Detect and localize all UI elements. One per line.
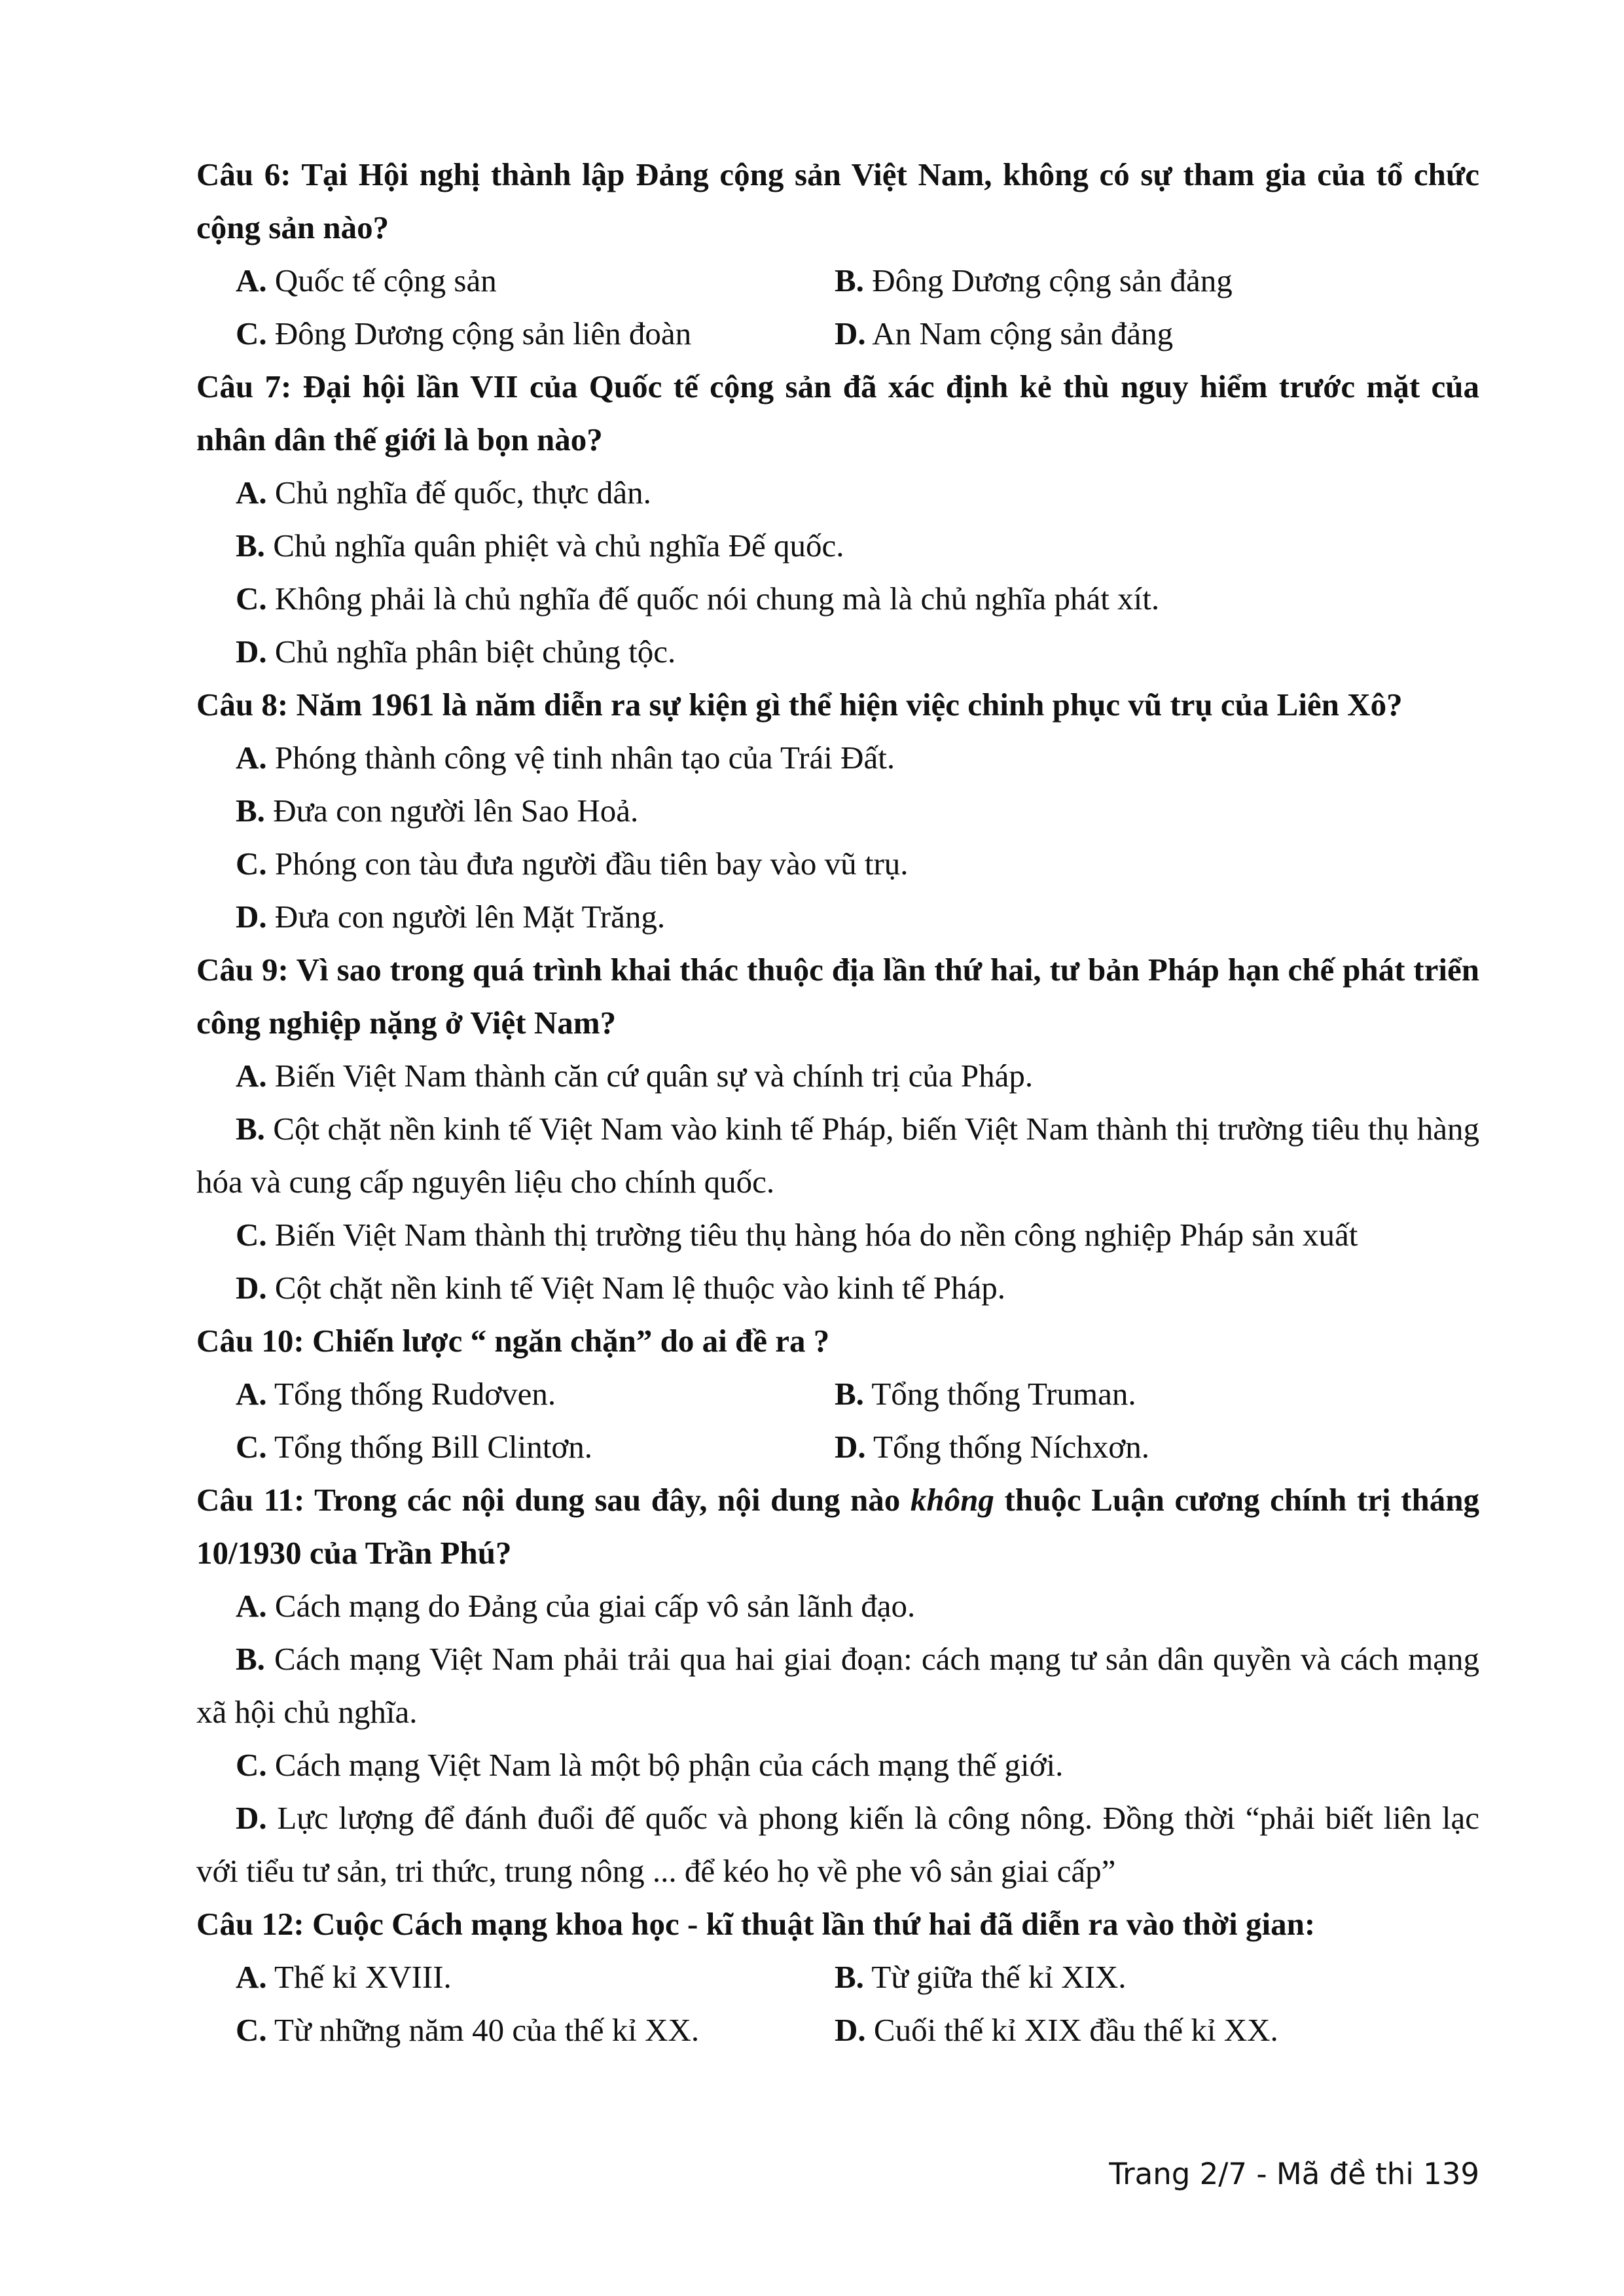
question-6-option-d: D. An Nam cộng sản đảng (835, 315, 1174, 351)
question-10-options-row-2 (196, 1420, 1479, 1473)
question-12-options-row-2 (196, 2003, 1479, 2056)
question-12-option-a: A. Thế kỉ XVIII. (236, 1959, 452, 1995)
question-8-stem: Câu 8: Năm 1961 là năm diễn ra sự kiện gì thể hiện việc chinh phục vũ trụ của Liên Xô? (196, 687, 1403, 723)
question-12-option-d: D. Cuối thế kỉ XIX đầu thế kỉ XX. (835, 2012, 1278, 2048)
question-6-options-row-1 (196, 254, 1479, 307)
question-6-option-b: B. Đông Dương cộng sản đảng (835, 262, 1233, 298)
question-6-option-c: C. Đông Dương cộng sản liên đoàn (236, 315, 692, 351)
question-9-option-c: C. Biến Việt Nam thành thị trường tiêu thụ hàng hóa do nền công nghiệp Pháp sản xuất (236, 1217, 1358, 1253)
question-12-option-b: B. Từ giữa thế kỉ XIX. (835, 1959, 1127, 1995)
question-8-option-c: C. Phóng con tàu đưa người đầu tiên bay vào vũ trụ. (236, 846, 909, 882)
question-11-option-b: B. Cách mạng Việt Nam phải trải qua hai giai đoạn: cách mạng tư sản dân quyền và cách mạng xã hội chủ nghĩa. (196, 1641, 1479, 1730)
question-8-option-a: A. Phóng thành công vệ tinh nhân tạo của Trái Đất. (236, 740, 895, 776)
question-10-option-a: A. Tổng thống Rudơven. (236, 1376, 556, 1412)
question-7-option-a: A. Chủ nghĩa đế quốc, thực dân. (236, 475, 651, 511)
question-10-options-row-1 (196, 1367, 1479, 1420)
question-9-stem: Câu 9: Vì sao trong quá trình khai thác thuộc địa lần thứ hai, tư bản Pháp hạn chế phát triển công nghiệp nặng ở Việt Nam? (196, 952, 1479, 1041)
question-10-option-c: C. Tổng thống Bill Clintơn. (236, 1429, 593, 1465)
page-footer: Trang 2/7 - Mã đề thi 139 (1109, 2157, 1479, 2191)
question-9-option-a: A. Biến Việt Nam thành căn cứ quân sự và chính trị của Pháp. (236, 1058, 1034, 1094)
question-7-option-c: C. Không phải là chủ nghĩa đế quốc nói chung mà là chủ nghĩa phát xít. (236, 581, 1160, 617)
question-8-option-b: B. Đưa con người lên Sao Hoả. (236, 793, 639, 829)
question-11-option-c: C. Cách mạng Việt Nam là một bộ phận của cách mạng thế giới. (236, 1747, 1064, 1783)
question-12-stem: Câu 12: Cuộc Cách mạng khoa học - kĩ thuật lần thứ hai đã diễn ra vào thời gian: (196, 1906, 1316, 1942)
question-10-stem: Câu 10: Chiến lược “ ngăn chặn” do ai đề ra ? (196, 1323, 830, 1359)
question-6-options-row-2 (196, 307, 1479, 360)
question-7-stem: Câu 7: Đại hội lần VII của Quốc tế cộng sản đã xác định kẻ thù nguy hiểm trước mặt của nhân dân thế giới là bọn nào? (196, 368, 1479, 457)
question-12-option-c: C. Từ những năm 40 của thế kỉ XX. (236, 2012, 700, 2048)
question-8-option-d: D. Đưa con người lên Mặt Trăng. (236, 899, 666, 935)
question-9-option-b: B. Cột chặt nền kinh tế Việt Nam vào kinh tế Pháp, biến Việt Nam thành thị trường tiêu thụ hàng hóa và cung cấp nguyên liệu cho chính quốc. (196, 1111, 1479, 1200)
exam-page (196, 148, 1479, 2056)
question-12-options-row-1 (196, 1950, 1479, 2003)
question-6-stem: Câu 6: Tại Hội nghị thành lập Đảng cộng sản Việt Nam, không có sự tham gia của tổ chức cộng sản nào? (196, 156, 1479, 245)
question-11-stem: Câu 11: Trong các nội dung sau đây, nội dung nào không thuộc Luận cương chính trị tháng 10/1930 của Trần Phú? (196, 1482, 1479, 1571)
question-7-option-b: B. Chủ nghĩa quân phiệt và chủ nghĩa Đế quốc. (236, 528, 844, 564)
question-10-option-d: D. Tổng thống Níchxơn. (835, 1429, 1149, 1465)
question-10-option-b: B. Tổng thống Truman. (835, 1376, 1136, 1412)
question-9-option-d: D. Cột chặt nền kinh tế Việt Nam lệ thuộc vào kinh tế Pháp. (236, 1270, 1006, 1306)
question-11-option-d: D. Lực lượng để đánh đuổi đế quốc và phong kiến là công nông. Đồng thời “phải biết liên lạc với tiểu tư sản, tri thức, trung nông ... để kéo họ về phe vô sản giai cấp” (196, 1800, 1479, 1889)
question-7-option-d: D. Chủ nghĩa phân biệt chủng tộc. (236, 634, 676, 670)
question-6-option-a: A. Quốc tế cộng sản (236, 262, 497, 298)
question-11-option-a: A. Cách mạng do Đảng của giai cấp vô sản lãnh đạo. (236, 1588, 916, 1624)
question-11-emphasis: không (910, 1482, 994, 1518)
